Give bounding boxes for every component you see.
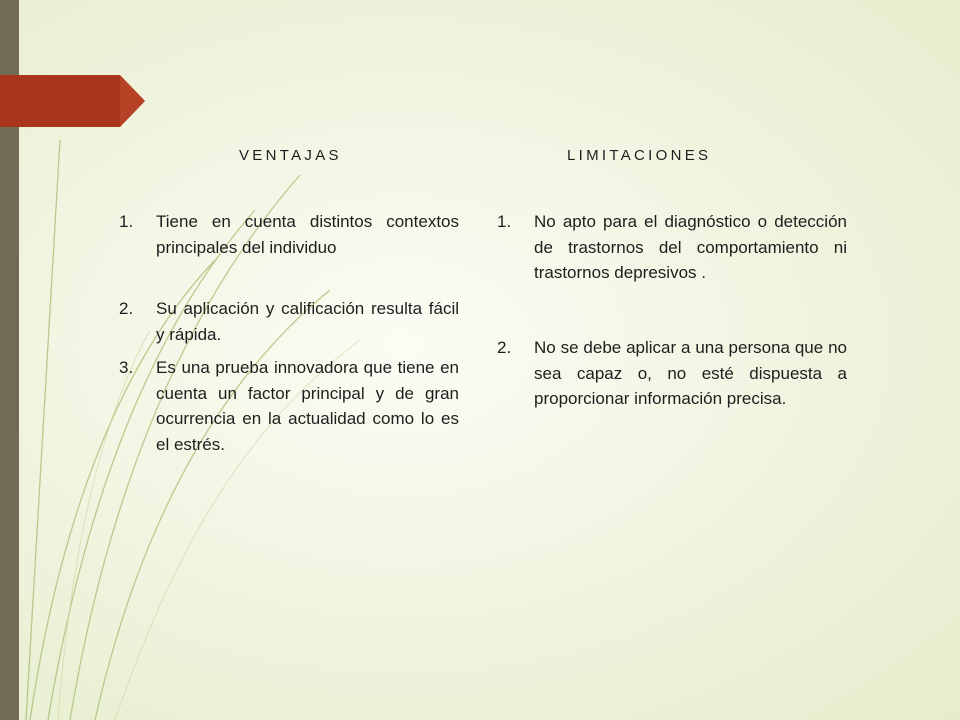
- list-number: 3.: [119, 358, 134, 377]
- list-item-text: Su aplicación y calificación resulta fácil y rápida.: [156, 299, 459, 344]
- list-item-text: No se debe aplicar a una persona que no sea capaz o, no esté dispuesta a proporcionar información precisa.: [534, 338, 847, 408]
- ventajas-item-1: [119, 209, 459, 260]
- ventajas-item-3: [119, 355, 459, 457]
- list-number: 2.: [119, 299, 134, 318]
- list-number: 1.: [119, 212, 134, 231]
- limitaciones-item-1: [497, 209, 847, 286]
- list-number: 2.: [497, 338, 512, 357]
- list-item-text: Tiene en cuenta distintos contextos principales del individuo: [156, 212, 459, 257]
- ventajas-item-2: [119, 296, 459, 347]
- limitaciones-item-2: [497, 335, 847, 412]
- list-item-text: No apto para el diagnóstico o detección de trastornos del comportamiento ni trastornos depresivos .: [534, 212, 847, 282]
- list-number: 1.: [497, 212, 512, 231]
- ventajas-heading: VENTAJAS: [239, 147, 342, 164]
- accent-tab: [0, 0, 150, 130]
- list-item-text: Es una prueba innovadora que tiene en cuenta un factor principal y de gran ocurrencia en la actualidad como lo es el estrés.: [156, 358, 459, 454]
- limitaciones-heading: LIMITACIONES: [567, 147, 712, 164]
